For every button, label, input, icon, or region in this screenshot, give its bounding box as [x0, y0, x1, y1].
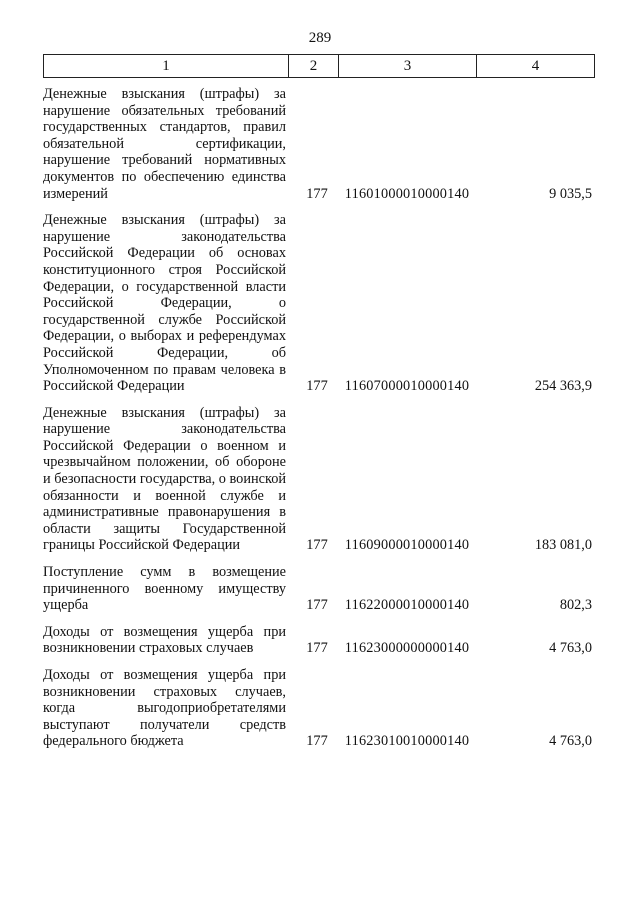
row-budget-code: 11607000010000140: [344, 378, 470, 395]
table-row: [43, 667, 594, 760]
row-budget-code: 11601000010000140: [344, 185, 470, 202]
revenue-table: [43, 86, 594, 760]
row-amount: 4 763,0: [549, 733, 592, 750]
row-admin-code: 177: [306, 597, 328, 614]
row-budget-code: 11609000010000140: [344, 537, 470, 554]
table-row: [43, 86, 594, 212]
row-admin-code: 177: [306, 378, 328, 395]
row-description: Доходы от возмещения ущерба при возникновении страховых случаев: [43, 623, 286, 657]
page-number: 289: [308, 30, 332, 46]
row-budget-code: 11623000000000140: [344, 640, 470, 657]
column-header-4: 4: [477, 55, 595, 78]
row-admin-code: 177: [306, 640, 328, 657]
row-amount: 9 035,5: [549, 185, 592, 202]
table-row: [43, 564, 594, 624]
row-amount: 4 763,0: [549, 640, 592, 657]
row-description: Денежные взыскания (штрафы) за нарушение обязательных требований государственных стандартов, правил обязательной сертификации, нарушение требований нормативных документов по обеспечению единства измерений: [43, 86, 286, 202]
row-budget-code: 11622000010000140: [344, 597, 470, 614]
table-row: [43, 405, 594, 564]
column-header-2: 2: [289, 55, 339, 78]
row-description: Поступление сумм в возмещение причиненного военному имуществу ущерба: [43, 564, 286, 614]
row-amount: 802,3: [559, 597, 592, 614]
column-header-row: [44, 55, 595, 78]
column-header-table: [43, 54, 595, 78]
row-amount: 183 081,0: [534, 537, 592, 554]
row-admin-code: 177: [306, 537, 328, 554]
row-description: Денежные взыскания (штрафы) за нарушение законодательства Российской Федерации о военном и чрезвычайном положении, об обороне и безопасности государства, о воинской обязанности и военной службе и административные правонарушения в области защиты Государственной границы Российской Федерации: [43, 404, 286, 554]
row-admin-code: 177: [306, 185, 328, 202]
column-header-3: 3: [339, 55, 477, 78]
row-amount: 254 363,9: [534, 378, 592, 395]
table-row: [43, 212, 594, 405]
row-admin-code: 177: [306, 733, 328, 750]
row-description: Доходы от возмещения ущерба при возникновении страховых случаев, когда выгодоприобретателями выступают получатели средств федерального бюджета: [43, 667, 286, 750]
column-header-1: 1: [44, 55, 289, 78]
row-description: Денежные взыскания (штрафы) за нарушение законодательства Российской Федерации об основах конституционного строя Российской Федерации, о государственной власти Российской Федерации, о государственной службе Российской Федерации, о выборах и референдумах Российской Федерации, об Уполномоченном по правам человека в Российской Федерации: [43, 212, 286, 395]
table-row: [43, 624, 594, 667]
row-budget-code: 11623010010000140: [344, 733, 470, 750]
